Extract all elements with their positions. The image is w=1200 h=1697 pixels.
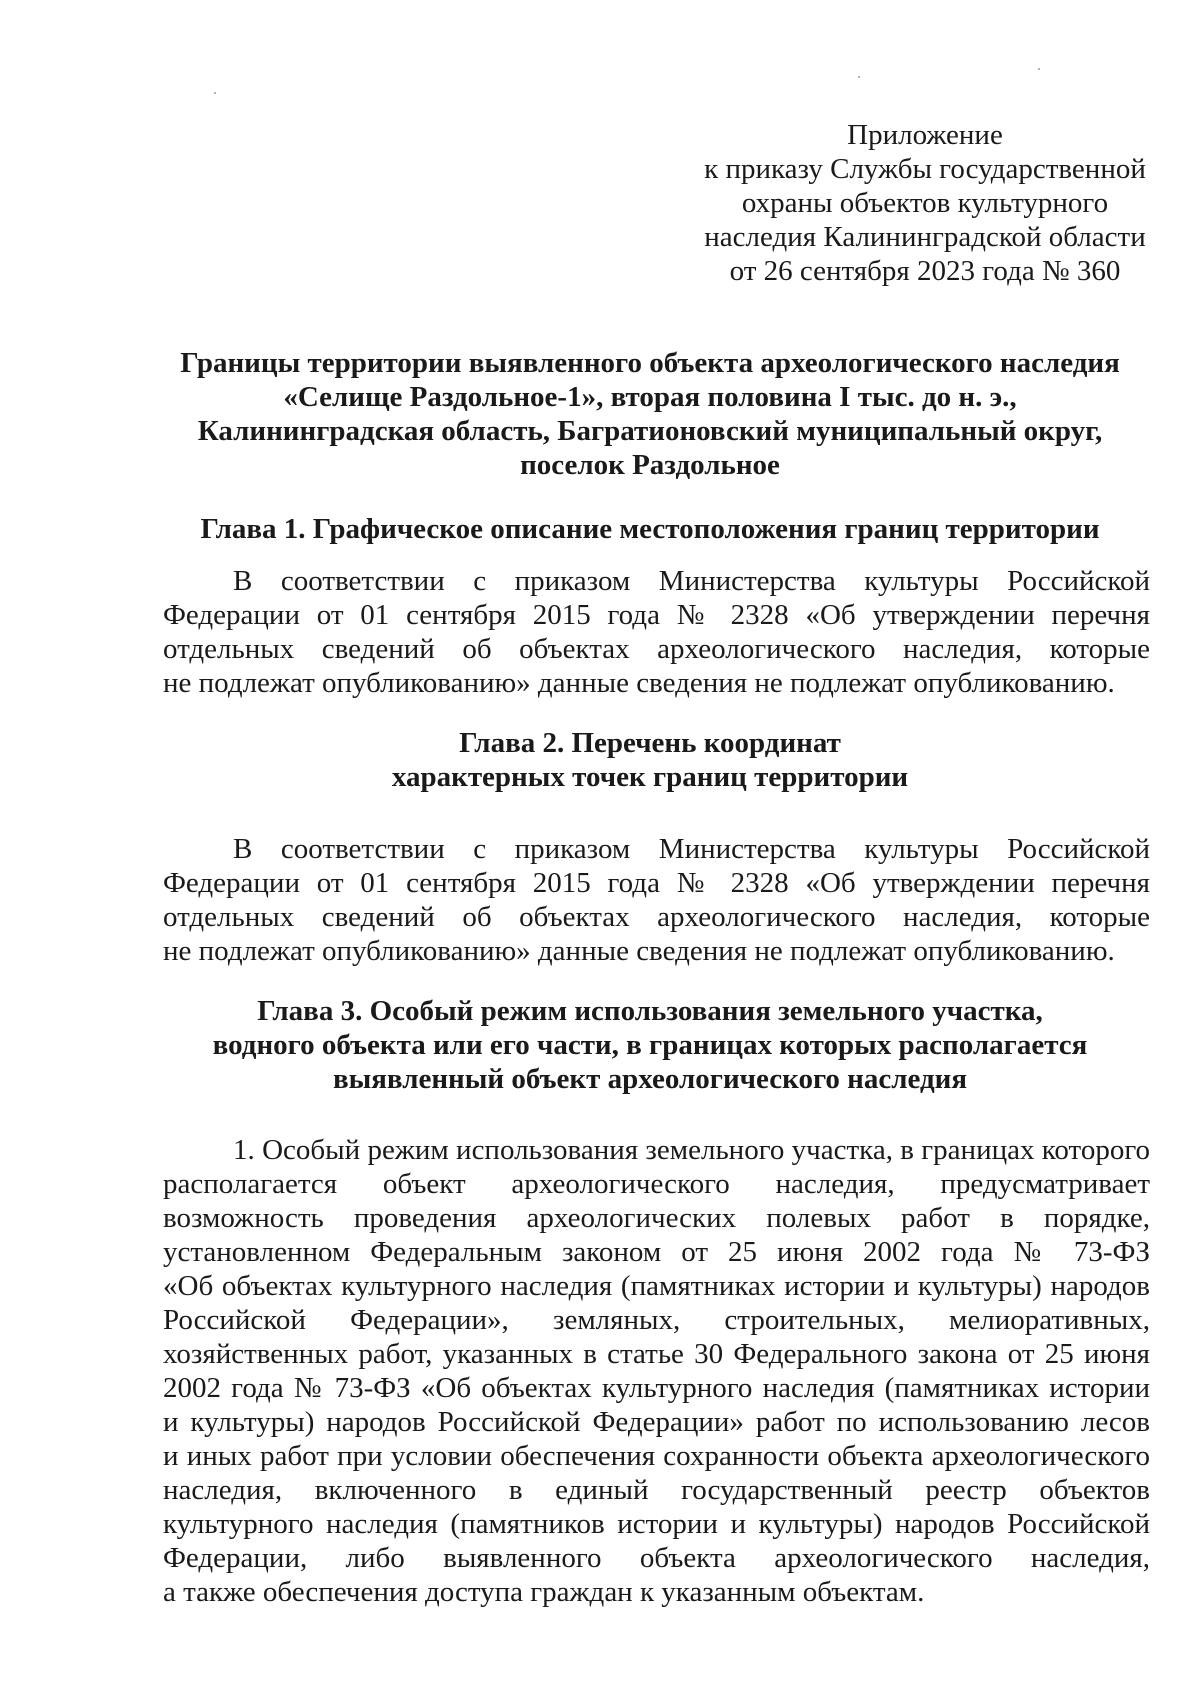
paragraph-line: не подлежат опубликованию» данные сведения не подлежат опубликованию.	[163, 935, 1115, 967]
chapter-2-heading	[150, 726, 1150, 794]
paragraph-line: отдельных сведений об объектах археологического наследия, которые	[163, 633, 1150, 665]
chapter-3-paragraph	[163, 1133, 1150, 1609]
paragraph-line: возможность проведения археологических полевых работ в порядке,	[163, 1202, 1150, 1234]
title-line: Калининградская область, Багратионовский муниципальный округ,	[197, 415, 1103, 447]
paragraph-line: Федерации от 01 сентября 2015 года № 2328 «Об утверждении перечня	[163, 867, 1150, 899]
paragraph-line: а также обеспечения доступа граждан к указанным объектам.	[163, 1576, 925, 1608]
heading-line: Глава 3. Особый режим использования земельного участка,	[257, 995, 1043, 1027]
appendix-line: Приложение	[847, 119, 1003, 151]
paragraph-line: и иных работ при условии обеспечения сохранности объекта археологического	[163, 1440, 1150, 1472]
appendix-reference-block	[690, 118, 1160, 288]
paragraph-line: Российской Федерации», земляных, строительных, мелиоративных,	[163, 1304, 1150, 1336]
appendix-line: к приказу Службы государственной	[704, 153, 1146, 185]
title-line: «Селище Раздольное-1», вторая половина I тыс. до н. э.,	[283, 381, 1017, 413]
document-title	[150, 346, 1150, 482]
chapter-2-paragraph	[163, 832, 1150, 968]
heading-line: характерных точек границ территории	[391, 761, 909, 793]
paragraph-line: установленном Федеральным законом от 25 июня 2002 года № 73-ФЗ	[163, 1236, 1150, 1268]
appendix-line: наследия Калининградской области	[704, 221, 1146, 253]
paragraph-line: наследия, включенного в единый государственный реестр объектов	[163, 1474, 1150, 1506]
heading-line: водного объекта или его части, в границах которых располагается	[212, 1029, 1088, 1061]
paragraph-line: В соответствии с приказом Министерства культуры Российской	[233, 833, 1150, 865]
paragraph-line: 1. Особый режим использования земельного участка, в границах которого	[233, 1134, 1150, 1166]
heading-line: Глава 1. Графическое описание местоположения границ территории	[200, 513, 1100, 545]
scan-artifact	[214, 92, 216, 94]
title-line: Границы территории выявленного объекта археологического наследия	[180, 347, 1120, 379]
paragraph-line: не подлежат опубликованию» данные сведения не подлежат опубликованию.	[163, 667, 1115, 699]
paragraph-line: отдельных сведений об объектах археологического наследия, которые	[163, 901, 1150, 933]
scan-artifact	[858, 76, 860, 78]
paragraph-line: Федерации, либо выявленного объекта археологического наследия,	[163, 1542, 1150, 1574]
paragraph-line: и культуры) народов Российской Федерации» работ по использованию лесов	[163, 1406, 1150, 1438]
heading-line: Глава 2. Перечень координат	[459, 727, 841, 759]
paragraph-line: Федерации от 01 сентября 2015 года № 2328 «Об утверждении перечня	[163, 599, 1150, 631]
paragraph-line: «Об объектах культурного наследия (памятниках истории и культуры) народов	[163, 1270, 1150, 1302]
paragraph-line: В соответствии с приказом Министерства культуры Российской	[233, 565, 1150, 597]
paragraph-line: хозяйственных работ, указанных в статье 30 Федерального закона от 25 июня	[163, 1338, 1150, 1370]
chapter-1-paragraph	[163, 564, 1150, 700]
chapter-3-heading	[150, 994, 1150, 1096]
paragraph-line: располагается объект археологического наследия, предусматривает	[163, 1168, 1150, 1200]
heading-line: выявленный объект археологического наследия	[332, 1063, 968, 1095]
appendix-line: от 26 сентября 2023 года № 360	[729, 255, 1121, 287]
title-line: поселок Раздольное	[520, 449, 780, 481]
chapter-1-heading	[150, 512, 1150, 546]
paragraph-line: культурного наследия (памятников истории и культуры) народов Российской	[163, 1508, 1150, 1540]
paragraph-line: 2002 года № 73-ФЗ «Об объектах культурного наследия (памятниках истории	[163, 1372, 1150, 1404]
scan-artifact	[1038, 68, 1040, 70]
appendix-line: охраны объектов культурного	[741, 187, 1109, 219]
